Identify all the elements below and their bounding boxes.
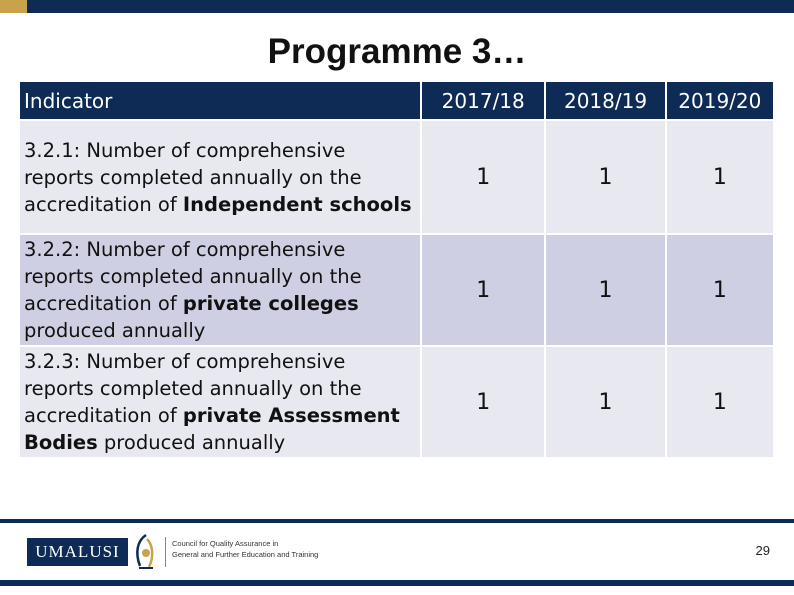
indicator-cell — [20, 347, 420, 457]
logo-divider — [165, 537, 166, 567]
indicator-text: 3.2.2: Number of comprehensive reports completed annually on the accreditation of — [24, 238, 362, 315]
caption-line: General and Further Education and Training — [172, 550, 319, 559]
table-header-row — [20, 82, 773, 119]
value-cell: 1 — [667, 235, 773, 345]
caption-line: Council for Quality Assurance in — [172, 539, 279, 548]
header-2018-19: 2018/19 — [546, 82, 664, 119]
slide-title: Programme 3… — [267, 32, 527, 71]
value-cell: 1 — [422, 347, 544, 457]
table-row — [20, 121, 773, 233]
indicator-cell — [20, 121, 420, 233]
indicator-tail: produced annually — [24, 319, 206, 342]
value-cell: 1 — [667, 347, 773, 457]
table-row — [20, 235, 773, 345]
value-cell: 1 — [546, 121, 664, 233]
value-cell: 1 — [546, 347, 664, 457]
indicator-tail: produced annually — [97, 431, 286, 454]
indicator-text: 3.2.1: Number of comprehensive reports completed annually on the accreditation of — [24, 138, 362, 216]
value-cell: 1 — [422, 121, 544, 233]
value-cell: 1 — [422, 235, 544, 345]
indicator-cell — [20, 235, 420, 345]
value-cell: 1 — [546, 235, 664, 345]
indicator-emphasis: Independent schools — [182, 192, 412, 216]
page-number: 29 — [755, 543, 770, 558]
top-banner-bar — [0, 0, 794, 13]
footer-bottom-bar — [0, 580, 794, 586]
emblem-icon — [131, 533, 161, 571]
header-2017-18: 2017/18 — [422, 82, 544, 119]
umalusi-logo: UMALUSI — [27, 538, 128, 566]
organisation-caption — [172, 538, 318, 560]
top-accent-block — [0, 0, 27, 13]
header-2019-20: 2019/20 — [667, 82, 773, 119]
indicator-emphasis: private Assessment Bodies — [24, 404, 400, 454]
indicator-emphasis: private colleges — [182, 292, 359, 315]
header-indicator: Indicator — [20, 82, 420, 119]
footer-divider — [0, 519, 794, 523]
table-row — [20, 347, 773, 457]
value-cell: 1 — [667, 121, 773, 233]
indicator-table — [18, 80, 775, 459]
indicator-text: 3.2.3: Number of comprehensive reports completed annually on the accreditation of — [24, 350, 362, 427]
